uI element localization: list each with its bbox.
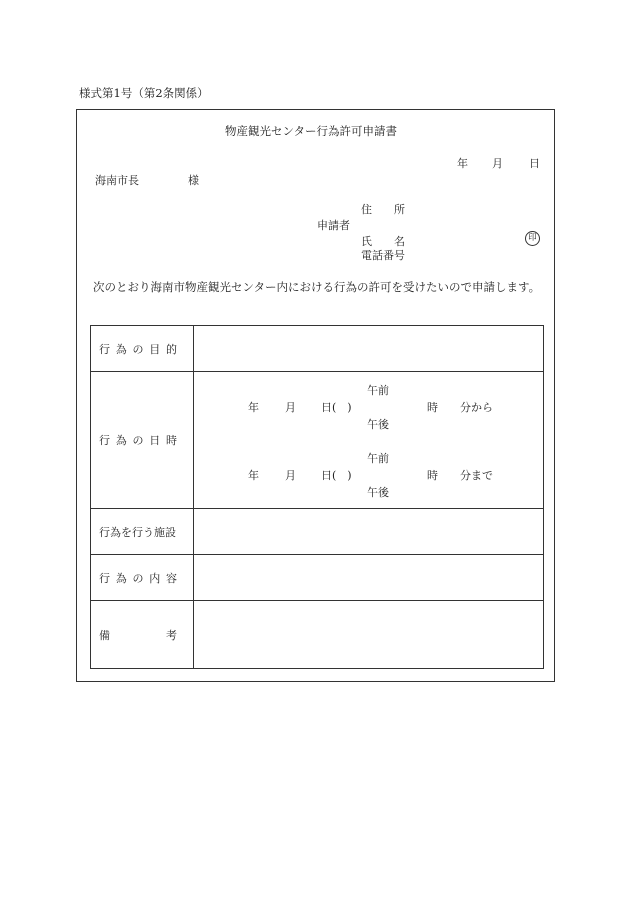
content-label [91,555,194,601]
addressee: 海南市長 [95,174,139,187]
content-label-text: 行 為 の 内 容 [99,571,177,585]
date-day-label: 日 [529,157,540,170]
table-row-remarks [91,601,544,669]
phone-label: 電話番号 [361,249,405,262]
purpose-label-text: 行 為 の 目 的 [99,342,177,356]
address-label: 住 所 [361,203,405,216]
start-day: 日( ) [321,401,352,414]
start-pm: 午後 [367,418,389,431]
start-minute-from: 分から [460,401,493,414]
purpose-field[interactable] [194,326,544,372]
date-year-label: 年 [457,157,468,170]
purpose-label [91,326,194,372]
start-month: 月 [285,401,296,414]
start-hour: 時 [427,401,438,414]
table-row-content [91,555,544,601]
start-year: 年 [248,401,259,414]
datetime-field[interactable] [194,372,544,509]
form-number-label: 様式第1号（第2条関係） [79,86,209,100]
application-statement: 次のとおり海南市物産観光センター内における行為の許可を受けたいので申請します。 [93,280,541,294]
form-title: 物産観光センター行為許可申請書 [225,124,398,138]
end-year: 年 [248,469,259,482]
date-month-label: 月 [492,157,503,170]
remarks-label [91,601,194,669]
facility-field[interactable] [194,509,544,555]
content-field[interactable] [194,555,544,601]
end-minute-to: 分まで [460,469,493,482]
end-month: 月 [285,469,296,482]
remarks-label-text: 備 考 [99,628,177,642]
applicant-label: 申請者 [317,219,350,232]
remarks-field[interactable] [194,601,544,669]
facility-label: 行為を行う施設 [91,509,194,555]
addressee-honorific: 様 [188,174,199,187]
datetime-label [91,372,194,509]
datetime-label-text: 行 為 の 日 時 [99,434,177,447]
seal-mark-icon: 印 [525,231,540,246]
start-am: 午前 [367,384,389,397]
name-label: 氏 名 [361,235,405,248]
table-row-facility [91,509,544,555]
application-table [90,325,544,669]
end-day: 日( ) [321,469,352,482]
end-hour: 時 [427,469,438,482]
end-am: 午前 [367,452,389,465]
end-pm: 午後 [367,486,389,499]
datetime-block [194,372,543,508]
table-row-datetime [91,372,544,509]
table-row-purpose [91,326,544,372]
